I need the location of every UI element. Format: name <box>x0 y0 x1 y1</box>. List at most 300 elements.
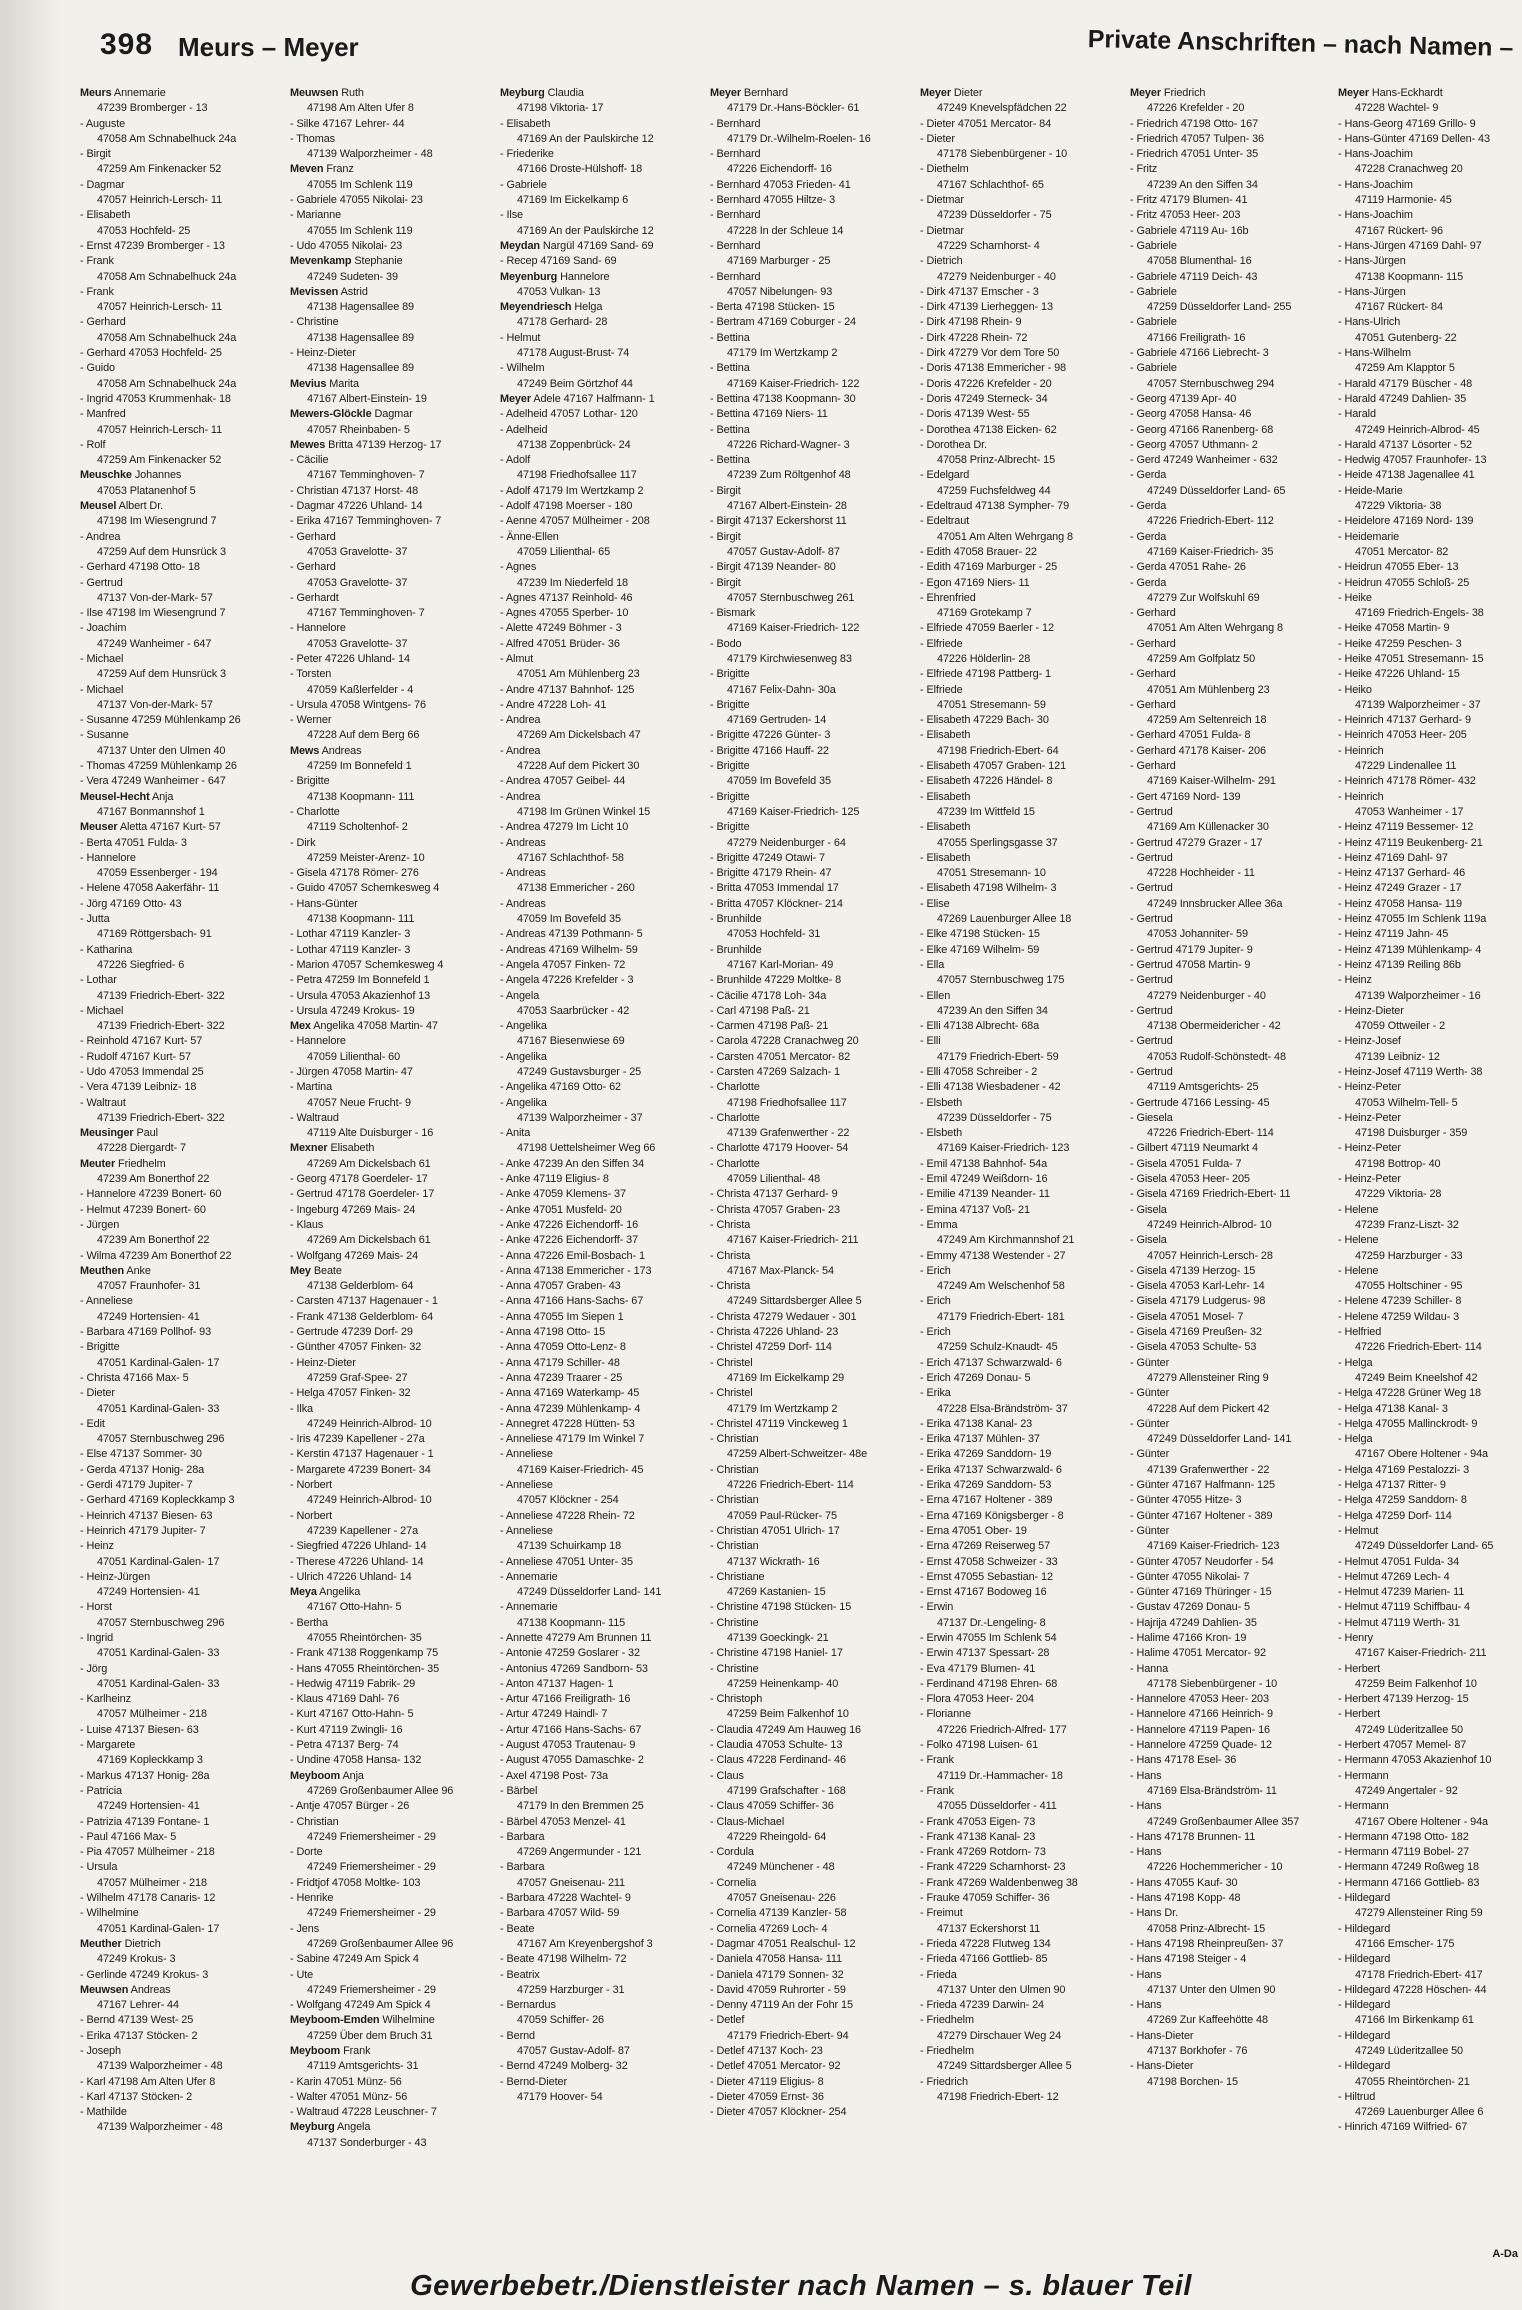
list-item <box>1338 224 1518 239</box>
list-item <box>500 1325 706 1340</box>
entry-text: - Frank <box>920 1784 954 1797</box>
surname-entry <box>290 1585 496 1600</box>
list-item <box>920 1952 1126 1967</box>
entry-text: - Heinrich 47053 Heer- 205 <box>1338 729 1467 742</box>
list-item <box>1130 1279 1336 1294</box>
entry-text: 47058 Am Schnabelhuck 24a <box>97 132 237 145</box>
entry-text: 47057 Heinrich-Lersch- 11 <box>97 301 223 314</box>
list-item <box>710 851 916 866</box>
entry-text: - Andreas <box>500 867 546 880</box>
list-item <box>290 1233 496 1248</box>
list-item <box>290 315 496 330</box>
list-item <box>710 1203 916 1218</box>
list-item <box>500 530 706 545</box>
entry-text: - Günter <box>1130 1417 1170 1430</box>
list-item <box>80 1493 286 1508</box>
entry-text: - Anneliese <box>80 1295 133 1308</box>
entry-text: 47055 Rheintörchen- 21 <box>1355 2075 1470 2088</box>
entry-text: - Hajrija 47249 Dahlien- 35 <box>1130 1616 1257 1629</box>
list-item <box>1338 1126 1518 1141</box>
entry-text: - Elisabeth <box>920 790 971 803</box>
entry-text: - Gerhard <box>1130 760 1176 773</box>
list-item <box>710 193 916 208</box>
entry-text: - Edelgard <box>920 469 970 482</box>
list-item <box>1130 576 1336 591</box>
entry-text: - Jutta <box>80 913 110 926</box>
entry-text: - Frieda <box>920 1968 957 1981</box>
entry-text: - Harald 47137 Lösorter - 52 <box>1338 438 1473 451</box>
entry-text: - Angelika <box>500 1050 547 1063</box>
list-item <box>710 1662 916 1677</box>
entry-text: - Christian <box>710 1433 759 1446</box>
list-item <box>500 514 706 529</box>
entry-text: Angela <box>337 2121 371 2134</box>
list-item <box>80 1233 286 1248</box>
list-item <box>1338 270 1518 285</box>
list-item <box>80 132 286 147</box>
directory-column-4 <box>710 86 916 2274</box>
list-item <box>500 1616 706 1631</box>
list-item <box>1338 1524 1518 1539</box>
entry-text: - Daniela 47179 Sonnen- 32 <box>710 1968 844 1981</box>
list-item <box>1130 2059 1336 2074</box>
list-item <box>290 1968 496 1983</box>
list-item <box>710 1815 916 1830</box>
list-item <box>500 1998 706 2013</box>
list-item <box>710 1707 916 1722</box>
list-item <box>1130 1493 1336 1508</box>
list-item <box>710 1249 916 1264</box>
list-item <box>710 530 916 545</box>
list-item <box>710 1294 916 1309</box>
list-item <box>710 2090 916 2105</box>
entry-text: - Frank 47269 Waldenbenweg 38 <box>920 1876 1078 1889</box>
list-item <box>1338 147 1518 162</box>
list-item <box>500 1187 706 1202</box>
entry-text: 47119 Alte Duisburger - 16 <box>307 1127 434 1140</box>
entry-text: 47259 Albert-Schweitzer- 48e <box>727 1448 868 1461</box>
list-item <box>500 1402 706 1417</box>
entry-text: - Andrea <box>80 530 121 543</box>
entry-text: - Anneliese 47228 Rhein- 72 <box>500 1509 635 1522</box>
list-item <box>290 1906 496 1921</box>
list-item <box>290 683 496 698</box>
entry-text: 47057 Heinrich-Lersch- 28 <box>1147 1249 1273 1262</box>
list-item <box>710 866 916 881</box>
entry-text: - Heidrun 47055 Schloß- 25 <box>1338 576 1470 589</box>
entry-text: - Gisela 47139 Herzog- 15 <box>1130 1264 1256 1277</box>
entry-text: - Else 47137 Sommer- 30 <box>80 1448 202 1461</box>
entry-text: - Gerda <box>1130 530 1167 543</box>
entry-text: 47051 Stresemann- 59 <box>937 698 1046 711</box>
list-item <box>1130 285 1336 300</box>
entry-text: - Heinrich 47179 Jupiter- 7 <box>80 1524 206 1537</box>
list-item <box>1338 1631 1518 1646</box>
entry-text: - Helga 47055 Mallinckrodt- 9 <box>1338 1417 1478 1430</box>
list-item <box>80 927 286 942</box>
entry-text: 47249 Knevelspfädchen 22 <box>937 102 1067 115</box>
list-item <box>500 1524 706 1539</box>
entry-text: 47053 Saarbrücker - 42 <box>517 1004 630 1017</box>
entry-text: - Klaus <box>290 1218 324 1231</box>
list-item <box>920 744 1126 759</box>
entry-text: - Heinrich 47178 Römer- 432 <box>1338 775 1476 788</box>
list-item <box>80 621 286 636</box>
list-item <box>290 1325 496 1340</box>
list-item <box>500 744 706 759</box>
entry-text: - Hannelore 47166 Heinrich- 9 <box>1130 1708 1273 1721</box>
entry-text: 47279 Allensteiner Ring 9 <box>1147 1371 1269 1384</box>
surname-entry <box>80 1937 286 1952</box>
list-item <box>80 2059 286 2074</box>
list-item <box>500 790 706 805</box>
list-item <box>500 1707 706 1722</box>
entry-text: - Adolf <box>500 454 531 467</box>
list-item <box>500 1784 706 1799</box>
entry-text: - Jörg <box>80 1662 108 1675</box>
list-item <box>710 1922 916 1937</box>
list-item <box>1338 1616 1518 1631</box>
surname: Meydan <box>500 239 540 252</box>
entry-text: 47139 Walporzheimer - 37 <box>517 1111 643 1124</box>
list-item <box>920 1141 1126 1156</box>
entry-text: - Christel 47259 Dorf- 114 <box>710 1341 832 1354</box>
entry-text: - Christa <box>710 1280 751 1293</box>
entry-text: - Dirk 47139 Lierheggen- 13 <box>920 301 1053 314</box>
entry-text: - Harald 47179 Büscher - 48 <box>1338 377 1473 390</box>
page-gutter <box>0 0 60 2310</box>
entry-text: Nargül 47169 Sand- 69 <box>542 239 654 252</box>
entry-text: - Joachim <box>80 622 127 635</box>
entry-text: - Hanna <box>1130 1662 1169 1675</box>
entry-text: 47169 An der Paulskirche 12 <box>517 132 654 145</box>
entry-text: 47167 Karl-Morian- 49 <box>727 958 834 971</box>
list-item <box>710 1264 916 1279</box>
entry-text: - Erich 47137 Schwarzwald- 6 <box>920 1356 1062 1369</box>
list-item <box>1130 728 1336 743</box>
list-item <box>500 2059 706 2074</box>
entry-text: 47053 Gravelotte- 37 <box>307 545 408 558</box>
entry-text: - Gerd 47249 Wanheimer - 632 <box>1130 454 1278 467</box>
entry-text: - Bernd <box>500 2029 536 2042</box>
entry-text: - Rolf <box>80 438 106 451</box>
list-item <box>920 270 1126 285</box>
list-item <box>290 820 496 835</box>
list-item <box>1338 331 1518 346</box>
list-item <box>500 1646 706 1661</box>
list-item <box>920 530 1126 545</box>
list-item <box>80 591 286 606</box>
entry-text: 47269 Kastanien- 15 <box>727 1586 826 1599</box>
entry-text: - Edeltraut <box>920 515 970 528</box>
entry-text: - Hannelore 47119 Papen- 16 <box>1130 1723 1270 1736</box>
entry-text: - Christa 47279 Wedauer - 301 <box>710 1310 857 1323</box>
list-item <box>1130 224 1336 239</box>
entry-text: 47139 Leibniz- 12 <box>1355 1050 1440 1063</box>
list-item <box>290 1616 496 1631</box>
entry-text: 47138 Obermeidericher - 42 <box>1147 1020 1281 1033</box>
entry-text: - Giesela <box>1130 1111 1173 1124</box>
list-item <box>1130 1034 1336 1049</box>
entry-text: - Helene 47239 Schiller- 8 <box>1338 1295 1462 1308</box>
list-item <box>500 2090 706 2105</box>
list-item <box>1338 1019 1518 1034</box>
surname-entry <box>1130 86 1336 101</box>
list-item <box>80 1203 286 1218</box>
entry-text: - Claudia 47249 Am Hauweg 16 <box>710 1723 861 1736</box>
entry-text: - Bernd 47249 Molberg- 32 <box>500 2060 628 2073</box>
list-item <box>80 851 286 866</box>
entry-text: - August 47055 Damaschke- 2 <box>500 1754 644 1767</box>
entry-text: 47059 Essenberger - 194 <box>97 867 218 880</box>
list-item <box>80 1187 286 1202</box>
list-item <box>920 1386 1126 1401</box>
entry-text: - Carl 47198 Paß- 21 <box>710 1004 810 1017</box>
entry-text: - Christian <box>290 1815 339 1828</box>
surname-entry <box>500 86 706 101</box>
list-item <box>1130 1539 1336 1554</box>
list-item <box>1130 377 1336 392</box>
surname-entry <box>80 468 286 483</box>
entry-text: - Gertrud <box>1130 1066 1173 1078</box>
entry-text: - Antonius 47269 Sandborn- 53 <box>500 1662 648 1675</box>
list-item <box>710 1723 916 1738</box>
entry-text: - Britta 47053 Immendal 17 <box>710 882 839 895</box>
entry-text: 47279 Dirschauer Weg 24 <box>937 2029 1062 2042</box>
list-item <box>1338 1723 1518 1738</box>
entry-text: - Detlef 47137 Koch- 23 <box>710 2045 823 2057</box>
list-item <box>1338 1402 1518 1417</box>
entry-text: 47167 Rückert- 84 <box>1355 301 1443 314</box>
entry-text: 47169 Kaiser-Friedrich- 122 <box>727 377 860 390</box>
entry-text: 47259 Beim Falkenhof 10 <box>727 1708 849 1721</box>
entry-text: - Hans 47055 Kauf- 30 <box>1130 1876 1238 1889</box>
list-item <box>1338 1493 1518 1508</box>
entry-text: - Brigitte <box>710 668 750 681</box>
list-item <box>920 989 1126 1004</box>
list-item <box>920 132 1126 147</box>
list-item <box>290 208 496 223</box>
entry-text: - Gerhard 47169 Kopleckkamp 3 <box>80 1494 235 1507</box>
entry-text: - Charlotte <box>710 1081 760 1094</box>
list-item <box>290 637 496 652</box>
entry-text: - Helmut 47051 Fulda- 34 <box>1338 1555 1460 1568</box>
list-item <box>1338 1386 1518 1401</box>
entry-text: 47249 Hortensien- 41 <box>97 1310 200 1323</box>
list-item <box>1130 927 1336 942</box>
entry-text: 47059 Schiffer- 26 <box>517 2014 605 2027</box>
entry-text: - Agnes 47137 Reinhold- 46 <box>500 591 633 604</box>
entry-text: - Bettina <box>710 423 750 436</box>
list-item <box>1130 1126 1336 1141</box>
entry-text: - Hans 47198 Steiger - 4 <box>1130 1953 1247 1966</box>
entry-text: - Harald 47249 Dahlien- 35 <box>1338 392 1467 405</box>
entry-text: - Doris 47138 Emmericher - 98 <box>920 362 1066 375</box>
list-item <box>290 652 496 667</box>
entry-text: 47198 Borchen- 15 <box>1147 2075 1238 2088</box>
entry-text: 47137 Wickrath- 16 <box>727 1555 820 1568</box>
list-item <box>500 943 706 958</box>
entry-text: - Vera 47249 Wanheimer - 647 <box>80 775 226 788</box>
list-item <box>290 270 496 285</box>
list-item <box>920 1524 1126 1539</box>
list-item <box>1338 1279 1518 1294</box>
entry-text: 47166 Im Birkenkamp 61 <box>1355 2014 1474 2027</box>
list-item <box>1338 1050 1518 1065</box>
list-item <box>500 2029 706 2044</box>
entry-text: - Friedhelm <box>920 2014 974 2027</box>
list-item <box>500 774 706 789</box>
list-item <box>1338 881 1518 896</box>
list-item <box>80 1050 286 1065</box>
list-item <box>80 178 286 193</box>
list-item <box>1130 1662 1336 1677</box>
entry-text: 47057 Sternbuschweg 261 <box>727 591 855 604</box>
list-item <box>1130 1585 1336 1600</box>
entry-text: - Emina 47137 Voß- 21 <box>920 1203 1030 1216</box>
surname-entry <box>290 1141 496 1156</box>
list-item <box>500 1906 706 1921</box>
list-item <box>710 2013 916 2028</box>
list-item <box>80 1340 286 1355</box>
list-item <box>80 1830 286 1845</box>
list-item <box>920 621 1126 636</box>
entry-text: - Claus-Michael <box>710 1815 785 1828</box>
entry-text: - Christa 47166 Max- 5 <box>80 1371 189 1384</box>
list-item <box>1338 591 1518 606</box>
entry-text: 47198 Friedrich-Ebert- 12 <box>937 2090 1059 2103</box>
surname-entry <box>500 239 706 254</box>
list-item <box>920 514 1126 529</box>
entry-text: - Hannelore 47239 Bonert- 60 <box>80 1188 222 1201</box>
entry-text: - Heide 47138 Jagenallee 41 <box>1338 469 1475 482</box>
entry-text: - Karin 47051 Münz- 56 <box>290 2075 402 2088</box>
list-item <box>500 851 706 866</box>
list-item <box>500 1249 706 1264</box>
list-item <box>80 1111 286 1126</box>
entry-text: - Gisela 47179 Ludgerus- 98 <box>1130 1295 1266 1308</box>
entry-text: - Helmut 47119 Schiffbau- 4 <box>1338 1601 1470 1614</box>
list-item <box>710 1570 916 1585</box>
entry-text: - Heinz-Jürgen <box>80 1570 151 1583</box>
list-item <box>710 958 916 973</box>
entry-text: - Erika 47167 Temminghoven- 7 <box>290 515 442 528</box>
list-item <box>1130 147 1336 162</box>
list-item <box>920 591 1126 606</box>
entry-text: - Hannelore <box>290 622 346 635</box>
list-item <box>1130 300 1336 315</box>
entry-text: Anja <box>342 1769 364 1782</box>
list-item <box>1338 576 1518 591</box>
entry-text: 47057 Nibelungen- 93 <box>727 285 833 298</box>
list-item <box>1338 1784 1518 1799</box>
list-item <box>710 790 916 805</box>
entry-text: - Angela 47057 Finken- 72 <box>500 958 626 971</box>
entry-text: 47137 Dr.-Lengeling- 8 <box>937 1616 1046 1629</box>
entry-text: 47249 Sudeten- 39 <box>307 270 398 283</box>
entry-text: - Gertrud <box>1130 851 1173 864</box>
entry-text: 47259 Düsseldorfer Land- 255 <box>1147 301 1292 314</box>
list-item <box>710 1968 916 1983</box>
entry-text: - Brigitte <box>290 775 330 788</box>
entry-text: - Christian 47137 Horst- 48 <box>290 484 419 497</box>
list-item <box>920 606 1126 621</box>
list-item <box>1338 1447 1518 1462</box>
entry-text: 47229 Scharnhorst- 4 <box>937 239 1040 252</box>
list-item <box>710 484 916 499</box>
entry-text: - Heinz <box>1338 974 1372 987</box>
list-item <box>500 1753 706 1768</box>
entry-text: 47228 Wachtel- 9 <box>1355 102 1439 115</box>
list-item <box>500 1034 706 1049</box>
list-item <box>920 1203 1126 1218</box>
entry-text: - Hannelore 47259 Quade- 12 <box>1130 1739 1273 1752</box>
entry-text: - Brunhilde <box>710 943 762 956</box>
list-item <box>500 1677 706 1692</box>
list-item <box>1130 560 1336 575</box>
entry-text: - Andre 47137 Bahnhof- 125 <box>500 683 635 696</box>
entry-text: 47249 Münchener - 48 <box>727 1861 835 1874</box>
entry-text: Andreas <box>130 1983 171 1996</box>
entry-text: - Thomas <box>290 132 335 145</box>
entry-text: 47138 Koopmann- 115 <box>517 1616 626 1629</box>
list-item <box>1130 1524 1336 1539</box>
entry-text: - Alette 47249 Böhmer - 3 <box>500 622 622 635</box>
list-item <box>1338 1922 1518 1937</box>
list-item <box>1130 820 1336 835</box>
list-item <box>1338 2044 1518 2059</box>
entry-text: - Karl 47198 Am Alten Ufer 8 <box>80 2075 216 2088</box>
list-item <box>920 728 1126 743</box>
list-item <box>1338 1371 1518 1386</box>
list-item <box>1130 1509 1336 1524</box>
entry-text: 47167 Temminghoven- 7 <box>307 607 425 620</box>
entry-text: 47051 Mercator- 82 <box>1355 545 1449 558</box>
list-item <box>80 897 286 912</box>
list-item <box>710 1692 916 1707</box>
entry-text: 47269 Am Dickelsbach 61 <box>307 1157 431 1170</box>
entry-text: - Emma <box>920 1218 958 1231</box>
entry-text: - Waltraud 47228 Leuschner- 7 <box>290 2106 437 2119</box>
entry-text: - Heiko <box>1338 683 1372 696</box>
list-item <box>500 208 706 223</box>
entry-text: 47249 Hortensien- 41 <box>97 1586 200 1599</box>
list-item <box>920 2075 1126 2090</box>
directory-column-3 <box>500 86 706 2274</box>
list-item <box>80 1570 286 1585</box>
entry-text: - Ellen <box>920 989 951 1002</box>
list-item <box>1338 530 1518 545</box>
list-item <box>1130 989 1336 1004</box>
list-item <box>80 1738 286 1753</box>
list-item <box>290 1065 496 1080</box>
entry-text: 47167 Am Kreyenbergshof 3 <box>517 1937 653 1950</box>
list-item <box>500 728 706 743</box>
list-item <box>500 1447 706 1462</box>
list-item <box>1338 2029 1518 2044</box>
list-item <box>1130 1983 1336 1998</box>
list-item <box>80 1723 286 1738</box>
list-item <box>1130 866 1336 881</box>
entry-text: - Heinz 47169 Dahl- 97 <box>1338 851 1448 864</box>
list-item <box>500 836 706 851</box>
list-item <box>1130 453 1336 468</box>
list-item <box>1338 927 1518 942</box>
page-footer <box>0 2270 1522 2310</box>
surname-entry <box>80 1264 286 1279</box>
list-item <box>80 2105 286 2120</box>
entry-text: - Margarete <box>80 1739 136 1752</box>
